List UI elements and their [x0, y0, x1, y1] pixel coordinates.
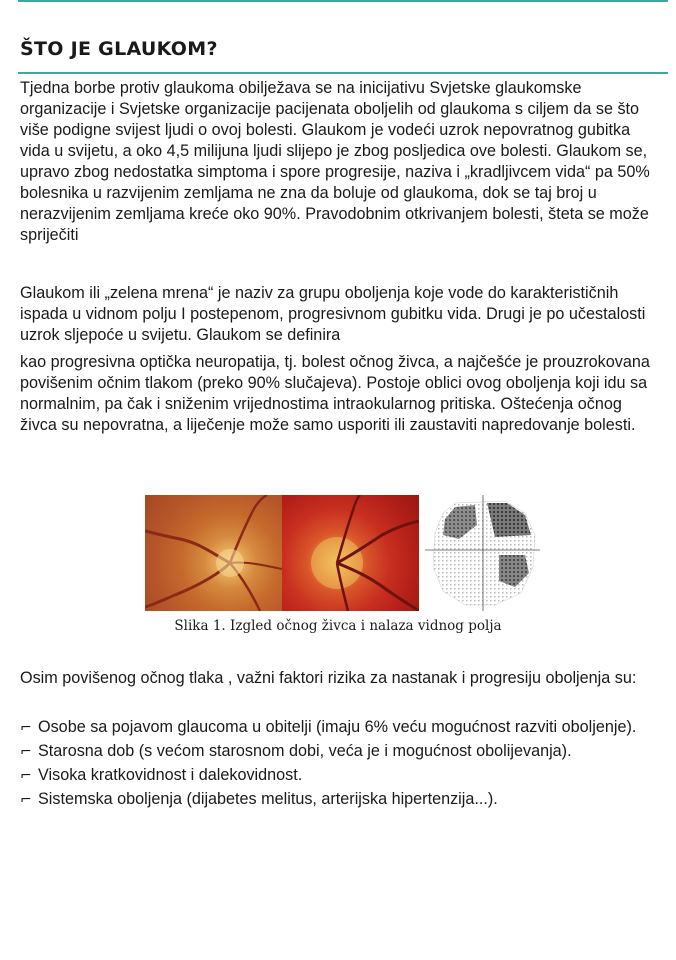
list-item	[20, 765, 665, 786]
risk-intro: Osim povišenog očnog tlaka , važni faktori rizika za nastanak i progresiju oboljenja su:	[20, 669, 637, 687]
fundus-photo-normal	[145, 495, 282, 611]
checkbox-bullet-icon: ⌐	[20, 744, 32, 760]
title-divider	[18, 72, 668, 74]
risk-factor-list	[20, 717, 665, 813]
visual-field-chart	[425, 495, 540, 611]
list-item	[20, 741, 665, 762]
checkbox-bullet-icon: ⌐	[20, 768, 32, 784]
checkbox-bullet-icon: ⌐	[20, 720, 32, 736]
paragraph-neuropathy: kao progresivna optička neuropatija, tj. bolest očnog živca, a najčešće je prouzrokovana povišenim očnim tlakom (preko 90% slučajeva). Postoje oblici ovog oboljenja koji idu sa normalnim, pa čak i sniženim vrijednostima intraokularnog pritiska. Oštećenja očnog živca su nepovratna, a liječenje može samo usporiti ili zaustaviti napredovanje bolesti.	[20, 353, 650, 434]
list-item-text: Visoka kratkovidnost i dalekovidnost.	[38, 766, 303, 784]
paragraph-intro: Tjedna borbe protiv glaukoma obilježava se na inicijativu Svjetske glaukomske organizacije i Svjetske organizacije pacijenata oboljelih od glaukoma s ciljem da se što više podigne svijest ljudi o ovoj bolesti. Glaukom je vodeći uzrok nepovratnog gubitka vida u svijetu, a oko 4,5 milijuna ljudi slijepo je zbog posljedica ove bolesti. Glaukom se, upravo zbog nedostatka simptoma i spore progresije, naziva i „kradljivcem vida“ pa 50% bolesnika u razvijenim zemljama ne zna da boluje od glaukoma, dok se taj broj u nerazvijenim zemljama kreće oko 90%. Pravodobnim otkrivanjem bolesti, šteta se može spriječiti	[20, 79, 650, 244]
list-item-text: Sistemska oboljenja (dijabetes melitus, arterijska hipertenzija...).	[38, 790, 498, 808]
page-title: ŠTO JE GLAUKOM?	[20, 38, 218, 60]
checkbox-bullet-icon: ⌐	[20, 792, 32, 808]
top-divider	[18, 0, 668, 2]
fundus-photo-glaucoma	[282, 495, 419, 611]
paragraph-definition: Glaukom ili „zelena mrena“ je naziv za grupu oboljenja koje vode do karakterističnih ispada u vidnom polju I postepenom, progresivnom gubitku vida. Drugi je po učestalosti uzrok sljepoće u svijetu. Glaukom se definira	[20, 284, 646, 344]
list-item-text: Osobe sa pojavom glaucoma u obitelji (imaju 6% veću mogućnost razviti oboljenje).	[38, 718, 637, 736]
figure-optic-nerve	[145, 495, 540, 611]
figure-caption: Slika 1. Izgled očnog živca i nalaza vidnog polja	[174, 618, 502, 634]
list-item	[20, 789, 665, 810]
list-item-text: Starosna dob (s većom starosnom dobi, veća je i mogućnost obolijevanja).	[38, 742, 572, 760]
list-item	[20, 717, 665, 738]
